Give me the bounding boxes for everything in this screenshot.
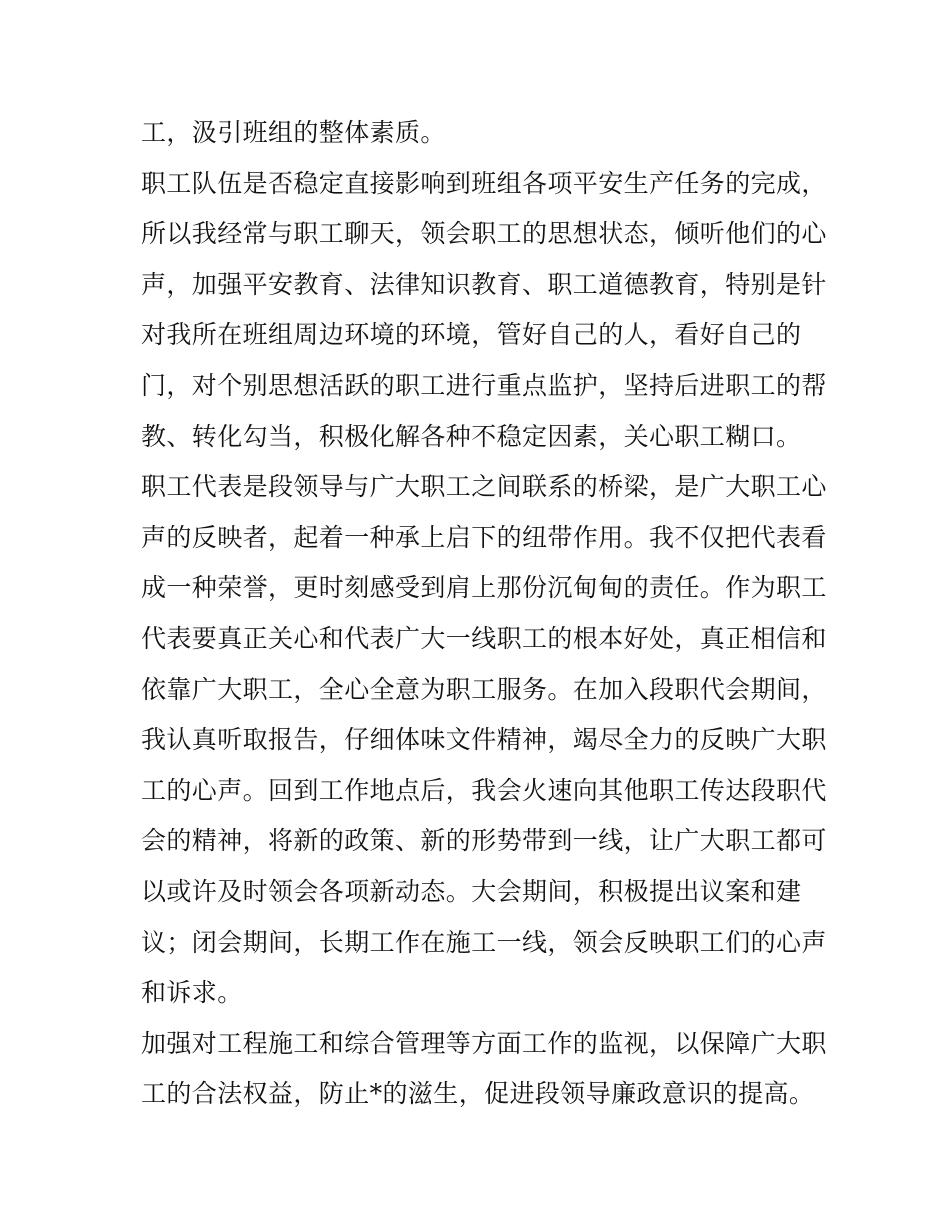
- text-line: 代表要真正关心和代表广大一线职工的根本好处，真正相信和: [141, 623, 827, 653]
- text-line: 依靠广大职工，全心全意为职工服务。在加入段职代会期间，: [141, 674, 827, 704]
- text-line: 工，汲引班组的整体素质。: [141, 118, 446, 147]
- text-line: 会的精神，将新的政策、新的形势带到一线，让广大职工都可: [141, 826, 827, 856]
- text-line: 工的合法权益，防止*的滋生，促进段领导廉政意识的提高。: [141, 1079, 815, 1109]
- text-line: 加强对工程施工和综合管理等方面工作的监视，以保障广大职: [141, 1028, 827, 1058]
- text-line: 教、转化勾当，积极化解各种不稳定因素，关心职工糊口。: [141, 421, 802, 451]
- text-line: 对我所在班组周边环境的环境，管好自己的人，看好自己的: [141, 320, 802, 350]
- text-line: 我认真听取报告，仔细体味文件精神，竭尽全力的反映广大职: [141, 725, 827, 755]
- text-line: 声的反映者，起着一种承上启下的纽带作用。我不仅把代表看: [141, 522, 827, 552]
- text-line: 门，对个别思想活跃的职工进行重点监护，坚持后进职工的帮: [141, 370, 827, 400]
- text-line: 和诉求。: [141, 978, 243, 1008]
- text-line: 以或许及时领会各项新动态。大会期间，积极提出议案和建: [141, 876, 802, 906]
- text-line: 工的心声。回到工作地点后，我会火速向其他职工传达段职代: [141, 775, 827, 805]
- document-body: [141, 108, 827, 1120]
- text-line: 成一种荣誉，更时刻感受到肩上那份沉甸甸的责任。作为职工: [141, 573, 827, 603]
- text-line: 所以我经常与职工聊天，领会职工的思想状态，倾听他们的心: [141, 219, 827, 249]
- text-line: 职工代表是段领导与广大职工之间联系的桥梁，是广大职工心: [141, 472, 827, 502]
- text-line: 声，加强平安教育、法律知识教育、职工道德教育，特别是针: [141, 269, 827, 299]
- text-line: 职工队伍是否稳定直接影响到班组各项平安生产任务的完成，: [141, 168, 827, 198]
- text-line: 议；闭会期间，长期工作在施工一线，领会反映职工们的心声: [141, 927, 827, 957]
